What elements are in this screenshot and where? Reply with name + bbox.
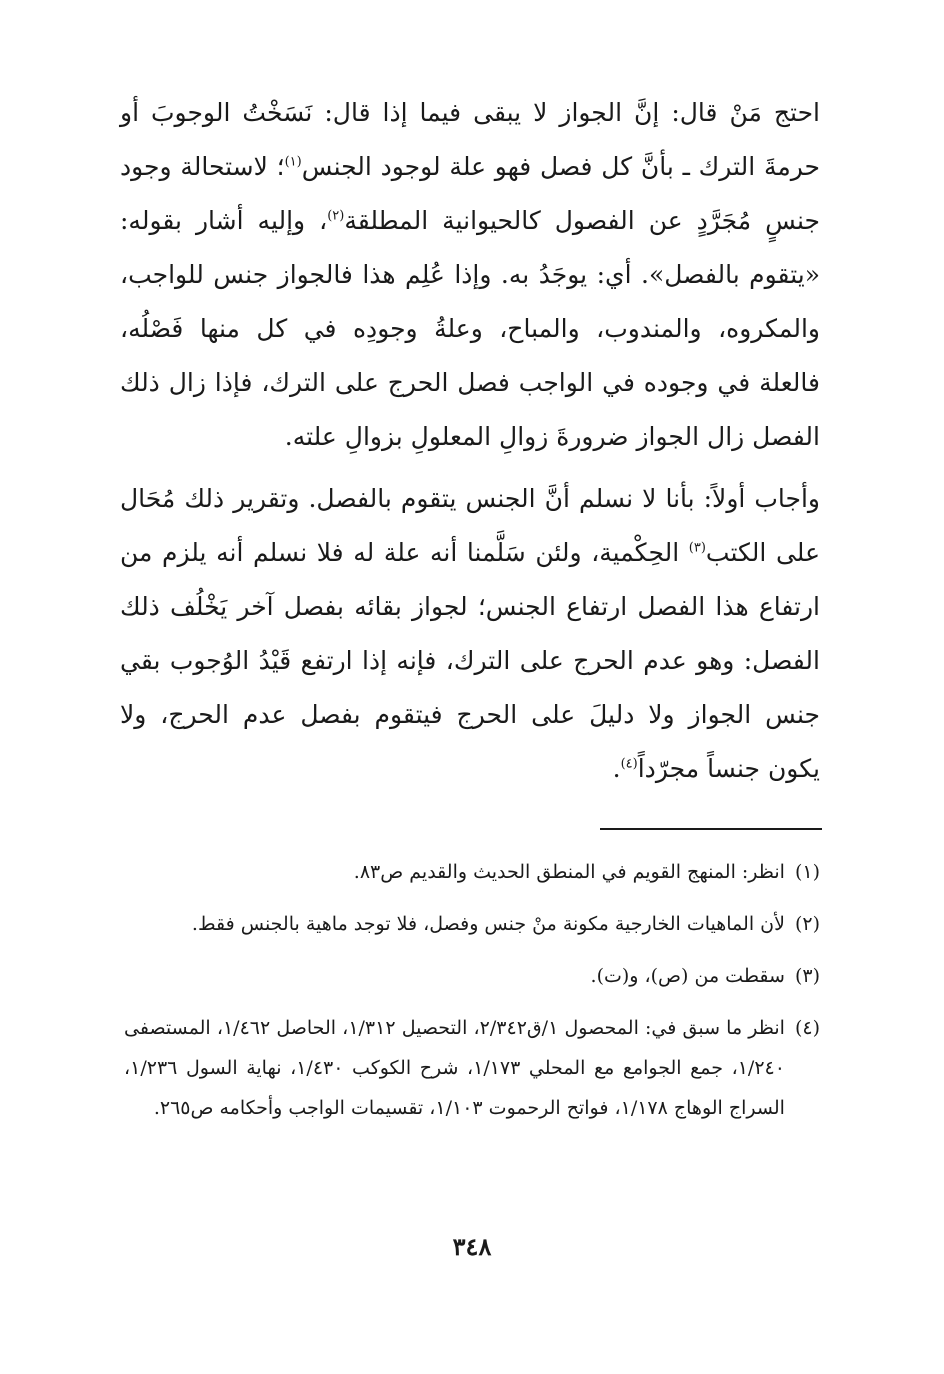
footnote-text: سقطت من (ص)، و(ت). bbox=[590, 965, 785, 987]
footnote-ref-3: (٣) bbox=[688, 540, 706, 556]
footnote-number: (٢) bbox=[794, 913, 820, 935]
footnote-ref-4: (٤) bbox=[620, 756, 638, 772]
footnote-number: (١) bbox=[794, 861, 820, 883]
paragraph-1-text bbox=[120, 86, 820, 464]
paragraph-1 bbox=[120, 86, 820, 464]
paragraph-2-text bbox=[120, 472, 820, 796]
paragraph-2-part-b: الحِكْمية، ولئن سَلَّمنا أنه علة له فلا نسلم أنه يلزم من ارتفاع هذا الفصل ارتفاع الجنس؛ لجواز بقائه بفصل آخر يَخْلُف ذلك الفصل: وهو عدم الحرج على الترك، فإنه إذا ارتفع قَيْدُ الوُجوب بقي جنس الجواز ولا دليلَ على الحرج فيتقوم بفصل عدم الحرج، ولا يكون جنساً مجرّداً bbox=[120, 538, 820, 783]
footnote-text: انظر: المنهج القويم في المنطق الحديث والقديم ص٨٣. bbox=[353, 861, 785, 883]
footnote-text: انظر ما سبق في: المحصول ١/ق٢/٣٤٢، التحصيل ١/٣١٢، الحاصل ١/٤٦٢، المستصفى ١/٢٤٠، جمع الجوامع مع المحلي ١/١٧٣، شرح الكوكب ١/٤٣٠، نهاية السول ١/٢٣٦، السراج الوهاج ١/١٧٨، فواتح الرحموت ١/١٠٣، تقسيمات الواجب وأحكامه ص٢٦٥. bbox=[124, 1017, 785, 1119]
footnote-1 bbox=[124, 852, 820, 892]
paragraph-1-part-a: احتج مَنْ قال: إنَّ الجواز لا يبقى فيما إذا قال: نَسَخْتُ الوجوبَ أو حرمةَ الترك ـ بأنَّ كل فصل فهو علة لوجود الجنس bbox=[120, 98, 820, 181]
footnote-ref-2: (٢) bbox=[327, 208, 345, 224]
paragraph-2-part-c: . bbox=[612, 754, 621, 783]
paragraph-2 bbox=[120, 472, 820, 796]
paragraph-1-part-b: ؛ لاستحالة وجود جنسٍ مُجَرَّدٍ عن الفصول كالحيوانية المطلقة bbox=[120, 152, 820, 235]
footnote-number: (٤) bbox=[794, 1017, 820, 1039]
footnotes bbox=[124, 852, 820, 1140]
paragraph-2-part-a: وأجاب أولاً: بأنا لا نسلم أنَّ الجنس يتقوم بالفصل. وتقرير ذلك مُحَال على الكتب bbox=[120, 484, 820, 567]
footnote-separator bbox=[600, 828, 822, 830]
page-number: ٣٤٨ bbox=[452, 1232, 492, 1261]
footnote-number: (٣) bbox=[794, 965, 820, 987]
footnote-3 bbox=[124, 956, 820, 996]
paragraph-1-part-c: ، وإليه أشار بقوله: «يتقوم بالفصل». أي: يوجَدُ به. وإذا عُلِم هذا فالجواز جنس للواجب، والمكروه، والمندوب، والمباح، وعلةُ وجودِه في كل منها فَصْلُه، فالعلة في وجوده في الواجب فصل الحرج على الترك، فإذا زال ذلك الفصل زال الجواز ضرورةَ زوالِ المعلولِ بزوالِ علته. bbox=[120, 206, 820, 451]
footnote-ref-1: (١) bbox=[284, 154, 302, 170]
footnote-text: لأن الماهيات الخارجية مكونة منْ جنس وفصل، فلا توجد ماهية بالجنس فقط. bbox=[191, 913, 785, 935]
footnote-2 bbox=[124, 904, 820, 944]
main-text bbox=[120, 86, 820, 804]
footnote-4 bbox=[124, 1008, 820, 1128]
